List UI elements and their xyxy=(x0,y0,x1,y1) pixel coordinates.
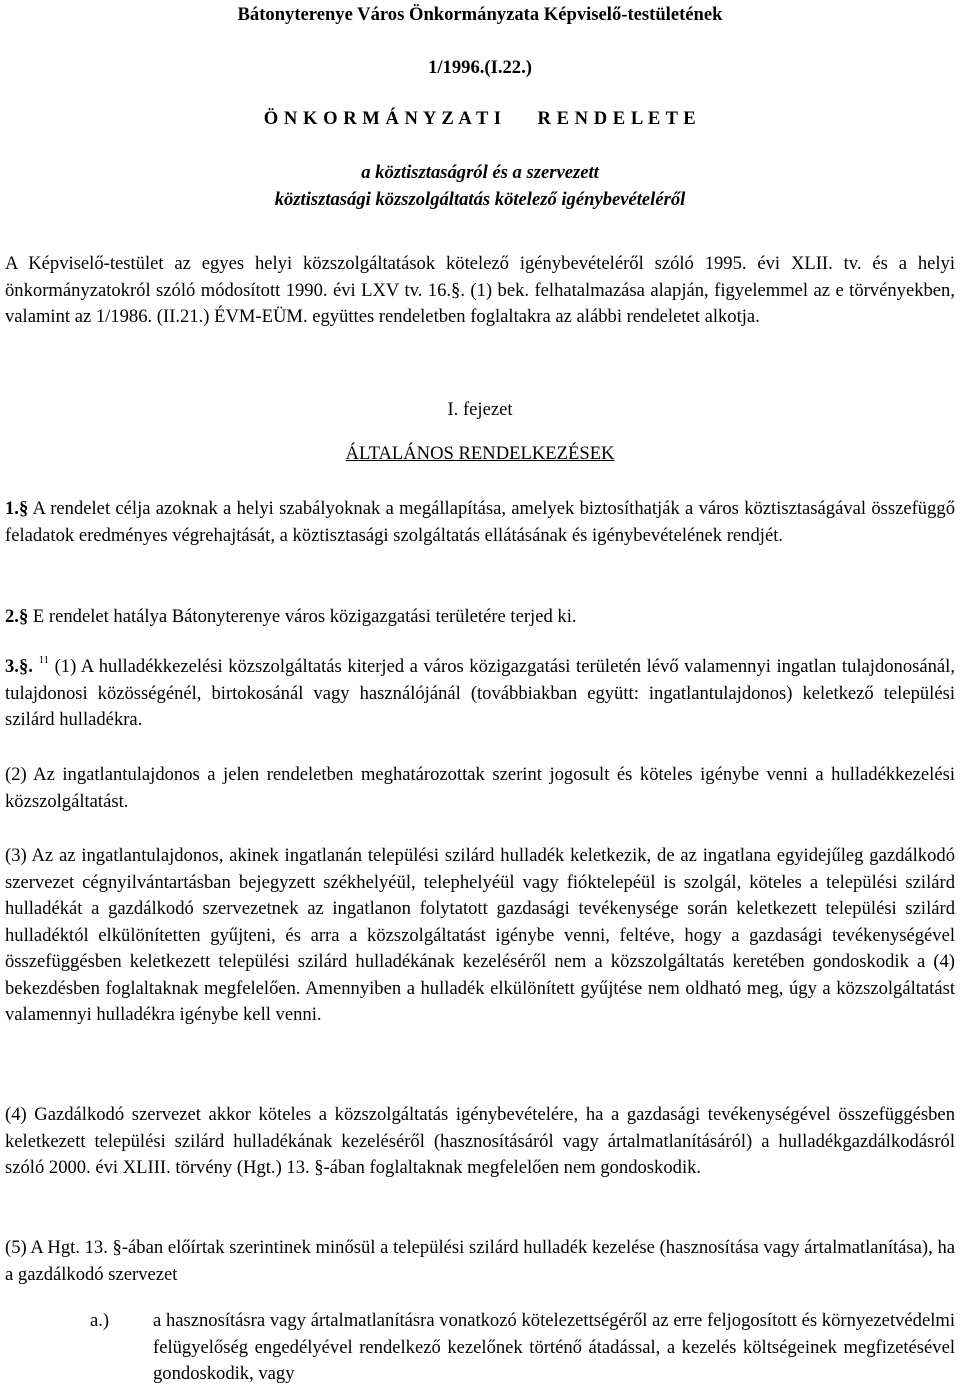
section-1-number: 1.§ xyxy=(5,498,29,519)
list-item-a-text: a hasznosításra vagy ártalmatlanításra vonatkozó kötelezettségéről az erre feljogosított és környezetvédelmi felügyelőség engedélyével rendelkező kezelőnek történő átadással, a kezelés költségeinek megfizetésével gondoskodik, vagy xyxy=(153,1310,955,1384)
footnote-reference[interactable]: 11 xyxy=(38,653,50,666)
decree-type-right: R E N D E L E T E xyxy=(537,108,697,129)
section-3-paragraph-4: (4) Gazdálkodó szervezet akkor köteles a közszolgáltatás igénybevételére, ha a gazdasági tevékenységével összefüggésben keletkezett települési szilárd hulladékának kezeléséről (hasznosításáról vagy ártalmatlanításáról) a hulladékgazdálkodásról szóló 2000. évi XLIII. törvény (Hgt.) 13. §-ában foglaltaknak megfelelően nem gondoskodik. xyxy=(5,1104,955,1178)
section-3-paragraph-3: (3) Az az ingatlantulajdonos, akinek ingatlanán települési szilárd hulladék keletkezik, de az ingatlana egyidejűleg gazdálkodó szervezet cégnyilvántartásban bejegyzett székhelyéül, telephelyéül vagy fióktelepéül is szolgál, köteles a települési szilárd hulladékát a gazdálkodó szervezetnek az ingatlanon folytatott gazdasági tevékenysége során keletkezett települési szilárd hulladéktól elkülönítetten gyűjteni, és arra a közszolgáltatást igénybe venni, feltéve, hogy a gazdasági tevékenységével összefüggésben keletkezett települési szilárd hulladékának kezeléséről nem a közszolgáltatás keretében gondoskodik a (4) bekezdésben foglaltaknak megfelelően. Amennyiben a hulladék elkülönített gyűjtése nem oldható meg, úgy a közszolgáltatást valamennyi hulladékra igénybe kell venni. xyxy=(5,845,955,1025)
section-1 xyxy=(5,496,955,549)
section-2 xyxy=(5,604,955,631)
decree-type-left: Ö N K O R M Á N Y Z A T I xyxy=(263,108,502,129)
list-item-a-label: a.) xyxy=(90,1310,110,1331)
section-3-number: 3.§. xyxy=(5,656,33,677)
decree-subject xyxy=(0,160,960,213)
section-3-paragraph-2: (2) Az ingatlantulajdonos a jelen rendeletben meghatározottak szerint jogosult és köteles igénybe venni a hulladékkezelési közszolgáltatást. xyxy=(5,764,955,812)
preamble: A Képviselő-testület az egyes helyi közszolgáltatások kötelező igénybevételéről szóló 1995. évi XLII. tv. és a helyi önkormányzatokról szóló módosított 1990. évi LXV tv. 16.§. (1) bek. felhatalmazása alapján, figyelemmel az e törvényekben, valamint az 1/1986. (II.21.) ÉVM-EÜM. együttes rendeletben foglaltakra az alábbi rendeletet alkotja. xyxy=(5,253,955,327)
chapter-title: ÁLTALÁNOS RENDELKEZÉSEK xyxy=(345,443,615,464)
section-3-paragraph-1 xyxy=(5,654,955,734)
decree-type xyxy=(0,106,960,133)
list-item-a xyxy=(5,1308,955,1388)
decree-subject-line-1: a köztisztaságról és a szervezett xyxy=(361,162,599,183)
section-2-number: 2.§ xyxy=(5,606,29,627)
section-3-paragraph-1-text: (1) A hulladékkezelési közszolgáltatás kiterjed a város közigazgatási területén lévő valamennyi ingatlan tulajdonosánál, tulajdonosi közösségénél, birtokosánál vagy használójánál (továbbiakban együtt: ingatlantulajdonos) keletkező települési szilárd hulladékra. xyxy=(5,656,955,730)
section-3-paragraph-5: (5) A Hgt. 13. §-ában előírtak szerintinek minősül a települési szilárd hulladék kezelése (hasznosítása vagy ártalmatlanítása), ha a gazdálkodó szervezet xyxy=(5,1237,955,1285)
document-header-title: Bátonyterenye Város Önkormányzata Képviselő-testületének xyxy=(237,4,723,25)
decree-number: 1/1996.(I.22.) xyxy=(428,57,532,78)
section-1-text: A rendelet célja azoknak a helyi szabályoknak a megállapítása, amelyek biztosíthatják a város köztisztaságával összefüggő feladatok eredményes végrehajtását, a köztisztasági szolgáltatás ellátásának és igénybevételének rendjét. xyxy=(5,498,955,546)
section-2-text: E rendelet hatálya Bátonyterenye város közigazgatási területére terjed ki. xyxy=(28,606,577,627)
decree-subject-line-2: köztisztasági közszolgáltatás kötelező igénybevételéről xyxy=(274,188,686,210)
chapter-number: I. fejezet xyxy=(447,399,513,420)
